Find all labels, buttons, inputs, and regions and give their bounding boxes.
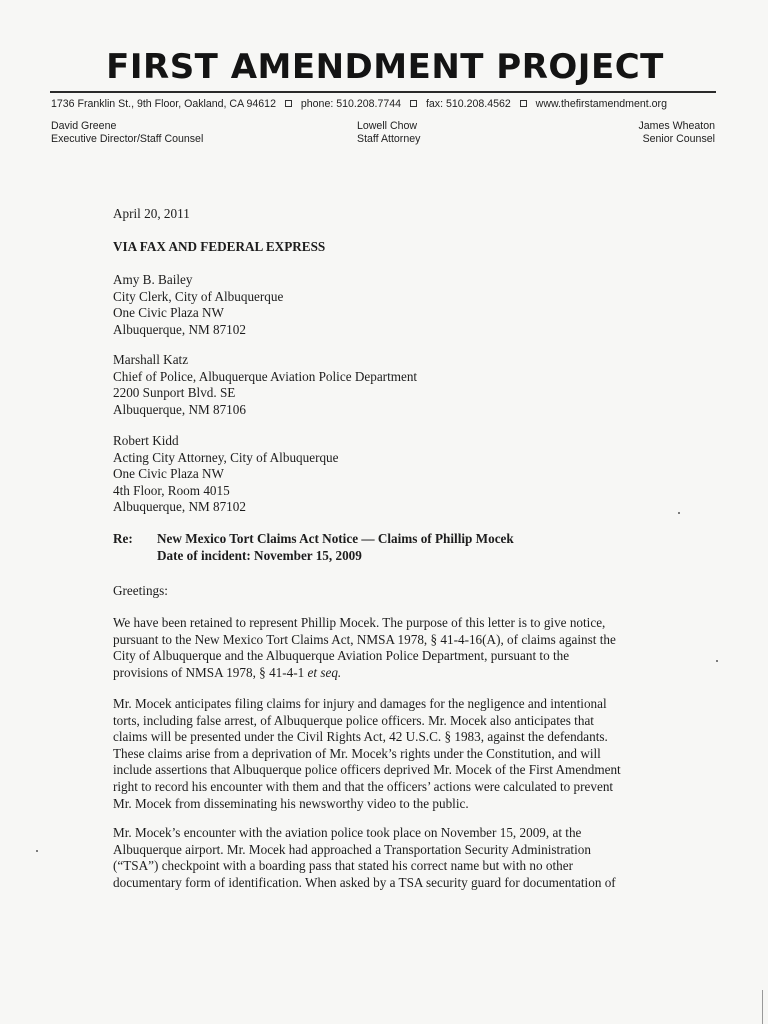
re-subject: New Mexico Tort Claims Act Notice — Claims of Phillip Mocek	[157, 531, 514, 546]
scan-speck	[716, 660, 718, 662]
separator-box-icon	[285, 100, 292, 107]
scan-speck	[678, 512, 680, 514]
recipient-block-kidd	[113, 433, 653, 516]
delivery-method: VIA FAX AND FEDERAL EXPRESS	[113, 239, 326, 254]
recipient-line: 2200 Sunport Blvd. SE	[113, 385, 236, 401]
recipient-line: Albuquerque, NM 87102	[113, 321, 246, 337]
recipient-line: Acting City Attorney, City of Albuquerque	[113, 449, 339, 465]
paragraph-line: City of Albuquerque and the Albuquerque Aviation Police Department, pursuant to the	[113, 648, 570, 664]
greeting: Greetings:	[113, 583, 168, 598]
paragraph-line: (“TSA”) checkpoint with a boarding pass that stated his correct name but with no other	[113, 858, 573, 874]
website-text: www.thefirstamendment.org	[535, 98, 667, 110]
recipient-line: 4th Floor, Room 4015	[113, 482, 230, 498]
paragraph-text: provisions of NMSA 1978, § 41-4-1	[113, 664, 308, 680]
paragraph-line: include assertions that Albuquerque police officers deprived Mr. Mocek of the First Amendment	[113, 762, 621, 778]
recipient-block-katz	[113, 352, 653, 418]
scan-edge-line	[762, 990, 763, 1024]
recipient-line: One Civic Plaza NW	[113, 305, 224, 321]
italic-citation: et seq.	[307, 664, 342, 680]
recipient-block-bailey	[113, 272, 653, 338]
paragraph-line: We have been retained to represent Phillip Mocek. The purpose of this letter is to give notice,	[113, 615, 606, 630]
recipient-line: Albuquerque, NM 87106	[113, 401, 246, 417]
letterhead-rule	[50, 91, 716, 93]
recipient-line: Albuquerque, NM 87102	[113, 499, 246, 515]
paragraph-line: pursuant to the New Mexico Tort Claims Act, NMSA 1978, § 41-4-16(A), of claims against the	[113, 631, 616, 647]
paragraph-line: right to record his encounter with them and that the officers’ actions were calculated to prevent	[113, 778, 614, 794]
recipient-line: Amy B. Bailey	[113, 272, 193, 287]
paragraph-line: Mr. Mocek’s encounter with the aviation police took place on November 15, 2009, at the	[113, 825, 582, 840]
paragraph-line: These claims arise from a deprivation of Mr. Mocek’s rights under the Constitution, and will	[113, 745, 601, 761]
letter-date: April 20, 2011	[113, 206, 190, 221]
staff-title: Staff Attorney	[357, 133, 421, 145]
staff-title: Executive Director/Staff Counsel	[51, 133, 204, 145]
re-subject-block	[157, 531, 514, 564]
staff-member-chow	[357, 120, 420, 146]
paragraph-line: claims will be presented under the Civil Rights Act, 42 U.S.C. § 1983, against the defendants.	[113, 729, 608, 745]
staff-name: Lowell Chow	[357, 120, 418, 132]
recipient-line: One Civic Plaza NW	[113, 466, 224, 482]
paragraph-line: Mr. Mocek anticipates filing claims for injury and damages for the negligence and intentional	[113, 696, 607, 711]
recipient-line: Robert Kidd	[113, 433, 179, 448]
paragraph-encounter	[113, 825, 658, 891]
paragraph-line: documentary form of identification. When asked by a TSA security guard for documentation of	[113, 874, 616, 890]
separator-box-icon	[410, 100, 417, 107]
staff-title: Senior Counsel	[642, 133, 715, 145]
re-label: Re:	[113, 531, 133, 546]
re-incident-date: Date of incident: November 15, 2009	[157, 547, 362, 563]
paragraph-line: torts, including false arrest, of Albuquerque police officers. Mr. Mocek also anticipates that	[113, 712, 594, 728]
address-text: 1736 Franklin St., 9th Floor, Oakland, CA 94612	[51, 98, 276, 110]
phone-text: phone: 510.208.7744	[300, 98, 402, 110]
paragraph-claims	[113, 696, 658, 812]
staff-member-greene	[51, 120, 203, 146]
contact-line	[51, 98, 721, 110]
fax-text: fax: 510.208.4562	[425, 98, 511, 110]
paragraph-line: Mr. Mocek from disseminating his newsworthy video to the public.	[113, 795, 469, 811]
staff-name: James Wheaton	[638, 120, 715, 132]
paragraph-notice	[113, 615, 658, 681]
staff-name: David Greene	[51, 120, 117, 132]
staff-member-wheaton	[638, 120, 715, 146]
separator-box-icon	[520, 100, 527, 107]
scan-speck	[36, 850, 38, 852]
recipient-line: Chief of Police, Albuquerque Aviation Police Department	[113, 368, 418, 384]
recipient-line: Marshall Katz	[113, 352, 189, 367]
recipient-line: City Clerk, City of Albuquerque	[113, 288, 284, 304]
paragraph-line	[113, 665, 658, 682]
paragraph-line: Albuquerque airport. Mr. Mocek had approached a Transportation Security Administration	[113, 841, 591, 857]
org-name-heading: FIRST AMENDMENT PROJECT	[106, 47, 664, 87]
